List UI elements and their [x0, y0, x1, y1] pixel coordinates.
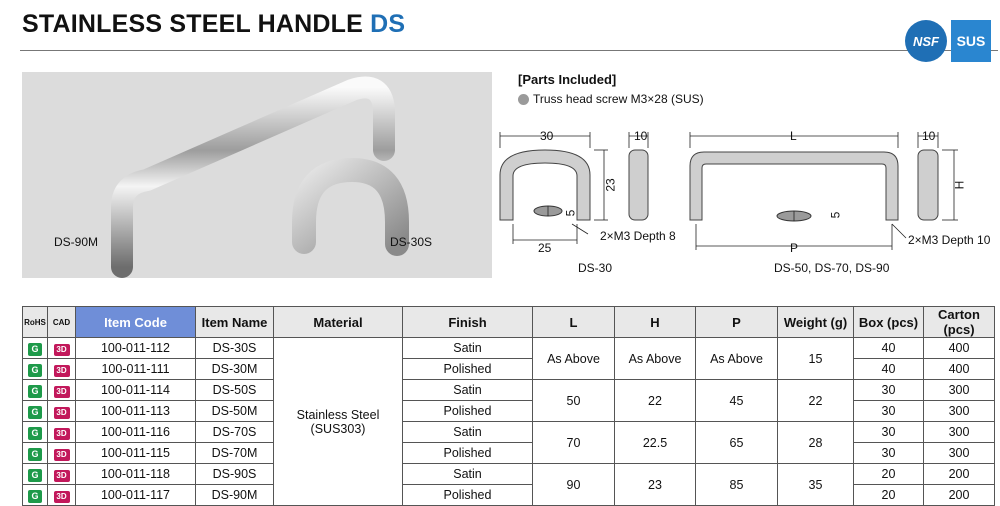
- col-carton: Carton (pcs): [924, 307, 995, 338]
- carton-qty: 200: [924, 464, 995, 485]
- ds30-small-dim: 5: [563, 209, 578, 217]
- box-qty: 40: [854, 338, 924, 359]
- ds30-height-dim: 23: [603, 178, 618, 192]
- small-handle: [304, 170, 397, 244]
- dimension-drawing: [492, 120, 1000, 285]
- ds-large-width-dim: L: [790, 129, 797, 143]
- rohs-icon: G: [28, 427, 42, 440]
- parts-item: [518, 92, 704, 106]
- carton-qty: 300: [924, 422, 995, 443]
- dim-l: 70: [533, 422, 615, 464]
- item-code[interactable]: 100-011-115: [76, 443, 196, 464]
- cad-3d-icon[interactable]: 3D: [54, 407, 70, 419]
- item-name: DS-30S: [196, 338, 274, 359]
- col-cad: CAD: [48, 307, 76, 338]
- box-qty: 30: [854, 380, 924, 401]
- finish: Satin: [403, 380, 533, 401]
- box-qty: 20: [854, 485, 924, 506]
- cad-3d-icon[interactable]: 3D: [54, 365, 70, 377]
- title-divider: [20, 50, 998, 51]
- dim-p: As Above: [696, 338, 778, 380]
- nsf-badge: NSF: [905, 20, 947, 62]
- cad-3d-icon[interactable]: 3D: [54, 344, 70, 356]
- material-cell: Stainless Steel (SUS303): [274, 338, 403, 506]
- table-row: [23, 338, 995, 359]
- dim-h: 22: [615, 380, 696, 422]
- dim-l: 50: [533, 380, 615, 422]
- dim-p: 85: [696, 464, 778, 506]
- cad-3d-icon[interactable]: 3D: [54, 449, 70, 461]
- finish: Polished: [403, 443, 533, 464]
- spec-table: [22, 306, 995, 506]
- product-photo: [22, 72, 492, 278]
- weight: 15: [778, 338, 854, 380]
- rohs-icon: G: [28, 490, 42, 503]
- finish: Satin: [403, 464, 533, 485]
- item-name: DS-90M: [196, 485, 274, 506]
- box-qty: 40: [854, 359, 924, 380]
- table-row: [23, 464, 995, 485]
- col-weight: Weight (g): [778, 307, 854, 338]
- page-title: [22, 10, 405, 39]
- ds-large-front-view: [690, 152, 898, 220]
- col-item-code: Item Code: [76, 307, 196, 338]
- rohs-icon: G: [28, 469, 42, 482]
- item-code[interactable]: 100-011-116: [76, 422, 196, 443]
- ds-large-side-view: [918, 150, 938, 220]
- item-code[interactable]: 100-011-114: [76, 380, 196, 401]
- photo-label-right: DS-30S: [390, 235, 433, 249]
- dim-l: As Above: [533, 338, 615, 380]
- col-material: Material: [274, 307, 403, 338]
- ds-large-caption: DS-50, DS-70, DS-90: [774, 261, 890, 275]
- sus-badge: SUS: [951, 20, 991, 62]
- box-qty: 30: [854, 422, 924, 443]
- finish: Satin: [403, 338, 533, 359]
- col-box: Box (pcs): [854, 307, 924, 338]
- item-name: DS-50S: [196, 380, 274, 401]
- ds30-inner-dim: 25: [538, 241, 552, 255]
- item-name: DS-50M: [196, 401, 274, 422]
- ds30-thread-note: 2×M3 Depth 8: [600, 229, 676, 243]
- carton-qty: 300: [924, 443, 995, 464]
- rohs-icon: G: [28, 448, 42, 461]
- carton-qty: 300: [924, 380, 995, 401]
- weight: 28: [778, 422, 854, 464]
- dim-l: 90: [533, 464, 615, 506]
- finish: Satin: [403, 422, 533, 443]
- box-qty: 20: [854, 464, 924, 485]
- dim-h: As Above: [615, 338, 696, 380]
- finish: Polished: [403, 485, 533, 506]
- weight: 35: [778, 464, 854, 506]
- parts-heading: [Parts Included]: [518, 72, 617, 87]
- dim-h: 22.5: [615, 422, 696, 464]
- parts-item-label: Truss head screw M3×28 (SUS): [533, 92, 704, 106]
- rohs-icon: G: [28, 343, 42, 356]
- item-name: DS-70S: [196, 422, 274, 443]
- rohs-icon: G: [28, 385, 42, 398]
- table-row: [23, 380, 995, 401]
- col-h: H: [615, 307, 696, 338]
- ds-large-thread-note: 2×M3 Depth 10: [908, 233, 991, 247]
- item-code[interactable]: 100-011-112: [76, 338, 196, 359]
- title-accent: DS: [370, 10, 406, 38]
- ds-large-small-dim: 5: [828, 211, 843, 219]
- dim-p: 65: [696, 422, 778, 464]
- technical-drawing: [492, 120, 1000, 290]
- col-l: L: [533, 307, 615, 338]
- item-name: DS-70M: [196, 443, 274, 464]
- carton-qty: 400: [924, 338, 995, 359]
- item-name: DS-30M: [196, 359, 274, 380]
- dim-p: 45: [696, 380, 778, 422]
- title-main: STAINLESS STEEL HANDLE: [22, 10, 364, 38]
- item-name: DS-90S: [196, 464, 274, 485]
- finish: Polished: [403, 359, 533, 380]
- col-finish: Finish: [403, 307, 533, 338]
- col-item-name: Item Name: [196, 307, 274, 338]
- cad-3d-icon[interactable]: 3D: [54, 428, 70, 440]
- carton-qty: 400: [924, 359, 995, 380]
- weight: 22: [778, 380, 854, 422]
- ds-large-height-dim: H: [952, 180, 967, 190]
- photo-label-left: DS-90M: [54, 235, 99, 249]
- cad-3d-icon[interactable]: 3D: [54, 491, 70, 503]
- item-code[interactable]: 100-011-111: [76, 359, 196, 380]
- ds30-caption: DS-30: [578, 261, 613, 275]
- table-row: [23, 422, 995, 443]
- bullet-icon: [518, 94, 529, 105]
- dim-h: 23: [615, 464, 696, 506]
- ds30-width-dim: 30: [540, 129, 554, 143]
- finish: Polished: [403, 401, 533, 422]
- ds30-side-dim: 10: [634, 129, 648, 143]
- rohs-icon: G: [28, 364, 42, 377]
- rohs-icon: G: [28, 406, 42, 419]
- ds30-side-view: [629, 150, 648, 220]
- box-qty: 30: [854, 401, 924, 422]
- carton-qty: 300: [924, 401, 995, 422]
- col-p: P: [696, 307, 778, 338]
- item-code[interactable]: 100-011-118: [76, 464, 196, 485]
- item-code[interactable]: 100-011-113: [76, 401, 196, 422]
- carton-qty: 200: [924, 485, 995, 506]
- cad-3d-icon[interactable]: 3D: [54, 386, 70, 398]
- ds-large-pitch-dim: P: [790, 241, 799, 255]
- cad-3d-icon[interactable]: 3D: [54, 470, 70, 482]
- col-rohs: RoHS: [23, 307, 48, 338]
- box-qty: 30: [854, 443, 924, 464]
- table-header-row: [23, 307, 995, 338]
- ds-large-side-dim: 10: [922, 129, 936, 143]
- item-code[interactable]: 100-011-117: [76, 485, 196, 506]
